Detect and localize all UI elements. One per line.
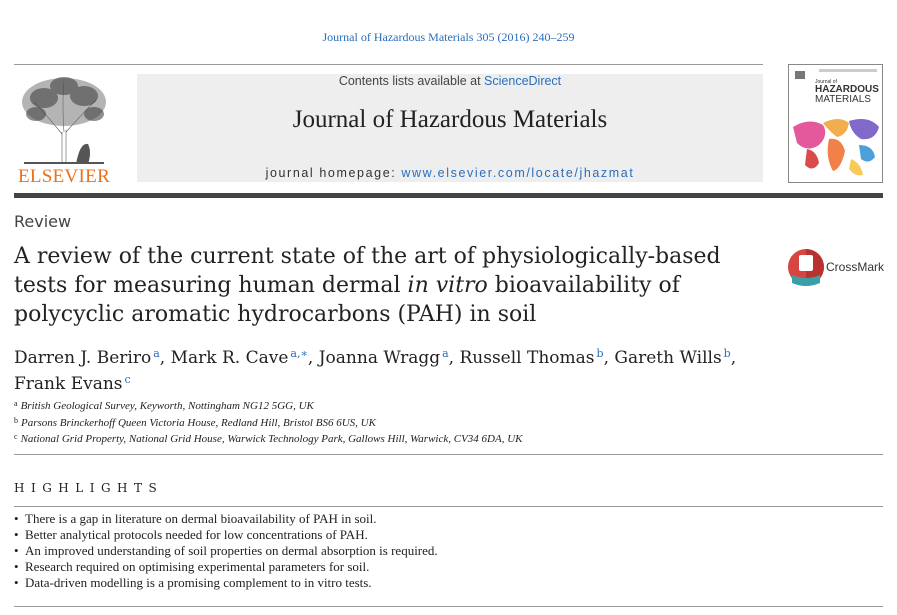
affiliation-text: Parsons Brinckerhoff Queen Victoria House, Redland Hill, Bristol BS6 6US, UK [21,416,376,429]
title-part2: bioavailability of polycyclic aromatic hydrocarbons (PAH) in soil [14,273,680,327]
author[interactable] [171,348,308,368]
contents-prefix: Contents lists available at [338,74,485,88]
highlight-item [14,559,438,575]
author-affiliation-ref[interactable]: b [596,347,604,360]
elsevier-wordmark: ELSEVIER [17,166,111,187]
highlights-list [14,511,438,591]
author-name: Gareth Wills [614,348,722,368]
divider-highlights [14,506,883,507]
cover-title [815,79,879,105]
cover-line2: MATERIALS [815,94,871,105]
affiliation [14,414,814,431]
bullet-icon: • [14,527,19,542]
affiliation [14,397,814,414]
journal-cover-image[interactable] [788,64,883,183]
author-list [14,343,774,395]
sciencedirect-link[interactable]: ScienceDirect [484,74,562,88]
journal-masthead [137,74,763,182]
affiliation-text: British Geological Survey, Keyworth, Nottingham NG12 5GG, UK [20,400,314,412]
author-name: Mark R. Cave [170,348,289,368]
homepage-link[interactable]: www.elsevier.com/locate/jhazmat [401,166,635,180]
author-affiliation-ref[interactable]: a,∗ [290,347,308,360]
highlight-item [14,527,438,543]
author-name: Joanna Wragg [318,348,441,368]
highlight-item [14,575,438,591]
cover-small-text: Journal of [815,79,837,85]
author[interactable] [319,348,449,368]
title-part1: A review of the current state of the art of physiologically-based tests for measuring human dermal [14,244,721,298]
affiliation-key: c [14,432,18,441]
bullet-icon: • [14,575,19,590]
highlights-heading: HIGHLIGHTS [14,481,164,495]
affiliation-key: a [14,399,18,408]
journal-name: Journal of Hazardous Materials [292,106,608,133]
author-separator: , [159,348,171,368]
crossmark-label[interactable]: CrossMark [826,260,885,274]
author-name: Darren J. Beriro [14,348,152,368]
title-italic: in vitro [407,273,488,298]
divider-top [14,64,763,65]
divider-thick [14,193,883,198]
affiliation-text: National Grid Property, National Grid House, Warwick Technology Park, Gallows Hill, Warwick, CV34 6DA, UK [20,433,523,445]
affiliation-key: b [14,415,18,425]
author-affiliation-ref[interactable]: a [153,347,160,360]
author[interactable] [14,374,131,394]
highlight-text: Data-driven modelling is a promising complement to in vitro tests. [25,575,372,590]
homepage-prefix: journal homepage: [265,166,402,180]
author[interactable] [14,348,160,368]
author-separator: , [730,348,737,368]
author-separator: , [448,348,460,368]
highlight-text: Better analytical protocols needed for low concentrations of PAH. [25,527,368,542]
highlight-text: Research required on optimising experimental parameters for soil. [25,559,370,574]
divider-bottom [14,606,883,607]
affiliation [14,430,814,447]
contents-line [137,74,763,88]
highlight-item [14,511,438,527]
author-name: Frank Evans [14,374,123,394]
journal-citation[interactable]: Journal of Hazardous Materials 305 (2016) 240–259 [322,30,575,44]
highlight-item [14,543,438,559]
article-type: Review [14,212,72,231]
article-title [14,242,774,329]
homepage-line [137,166,763,180]
author-affiliation-ref[interactable]: c [124,373,131,386]
author-affiliation-ref[interactable]: b [723,347,731,360]
bullet-icon: • [14,511,19,526]
divider-affiliations [14,454,883,455]
highlight-text: There is a gap in literature on dermal bioavailability of PAH in soil. [25,511,377,526]
cover-line1: HAZARDOUS [815,84,879,95]
bullet-icon: • [14,543,19,558]
author-separator: , [603,348,615,368]
author[interactable] [459,348,603,368]
author-affiliation-ref[interactable]: a [442,347,449,360]
bullet-icon: • [14,559,19,574]
author[interactable] [614,348,730,368]
author-name: Russell Thomas [459,348,595,368]
highlight-text: An improved understanding of soil properties on dermal absorption is required. [25,543,438,558]
affiliation-list [14,397,814,447]
author-separator: , [307,348,319,368]
